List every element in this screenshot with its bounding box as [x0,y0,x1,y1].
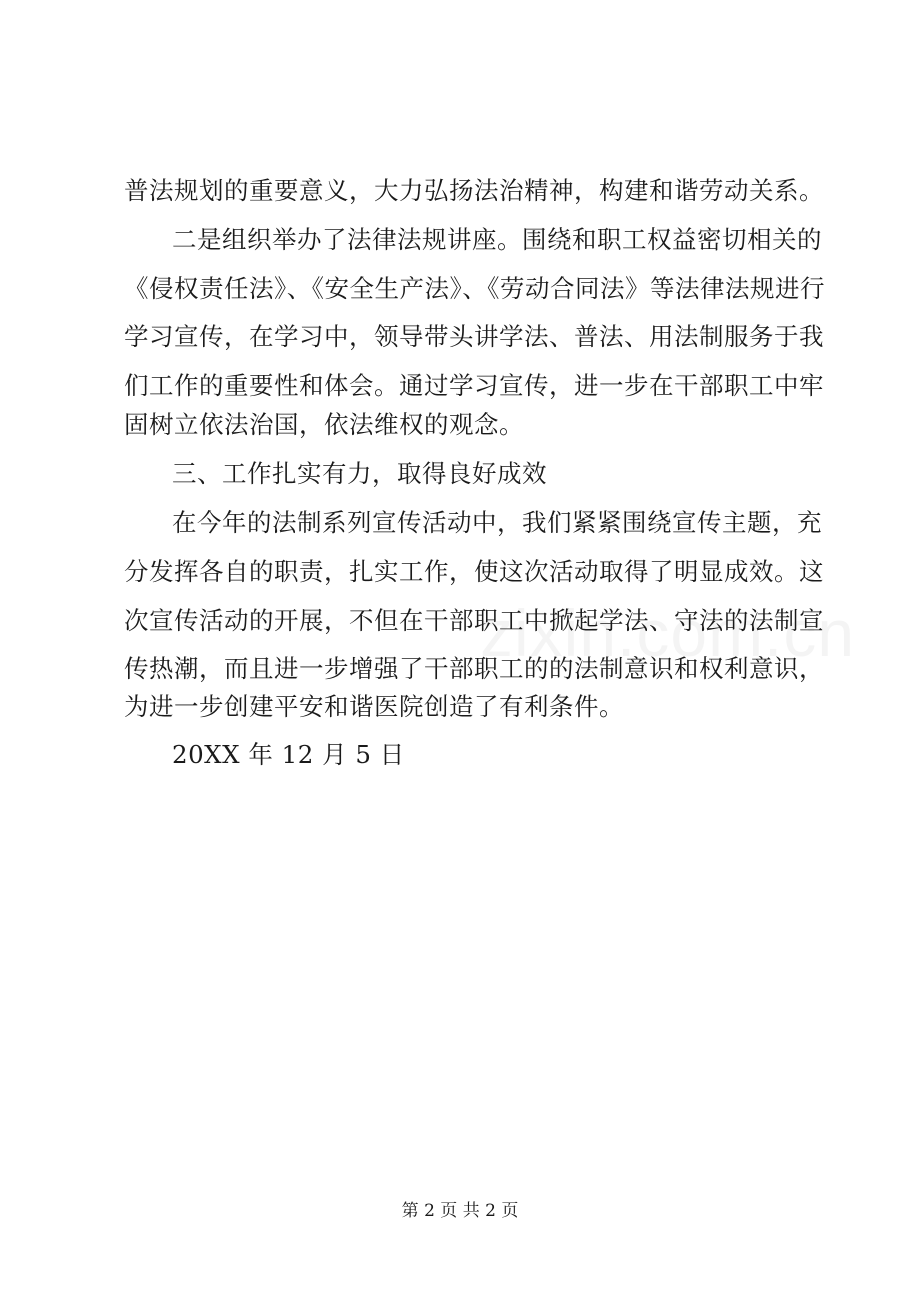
paragraph-line: 普法规划的重要意义，大力弘扬法治精神，构建和谐劳动关系。 [124,176,824,205]
date-line: 20XX 年 12 月 5 日 [172,740,405,769]
paragraph-line: 二是组织举办了法律法规讲座。围绕和职工权益密切相关的 [172,225,822,254]
paragraph-line: 固树立依法治国，依法维权的观念。 [124,410,524,439]
paragraph-line: 学习宣传，在学习中，领导带头讲学法、普法、用法制服务于我 [124,322,824,351]
paragraph-line: 分发挥各自的职责，扎实工作，使这次活动取得了明显成效。这 [124,557,824,586]
section-heading: 三、工作扎实有力，取得良好成效 [172,459,547,488]
paragraph-line: 传热潮，而且进一步增强了干部职工的的法制意识和权利意识， [124,654,824,683]
paragraph-line: 为进一步创建平安和谐医院创造了有利条件。 [124,692,624,721]
paragraph-line: 次宣传活动的开展，不但在干部职工中掀起学法、守法的法制宣 [124,606,824,635]
paragraph-line: 在今年的法制系列宣传活动中，我们紧紧围绕宣传主题，充 [172,508,822,537]
page-footer: 第 2 页 共 2 页 [401,1201,519,1221]
paragraph-line: 《侵权责任法》、《安全生产法》、《劳动合同法》等法律法规进行 [124,274,825,303]
paragraph-line: 们工作的重要性和体会。通过学习宣传，进一步在干部职工中牢 [124,371,824,400]
